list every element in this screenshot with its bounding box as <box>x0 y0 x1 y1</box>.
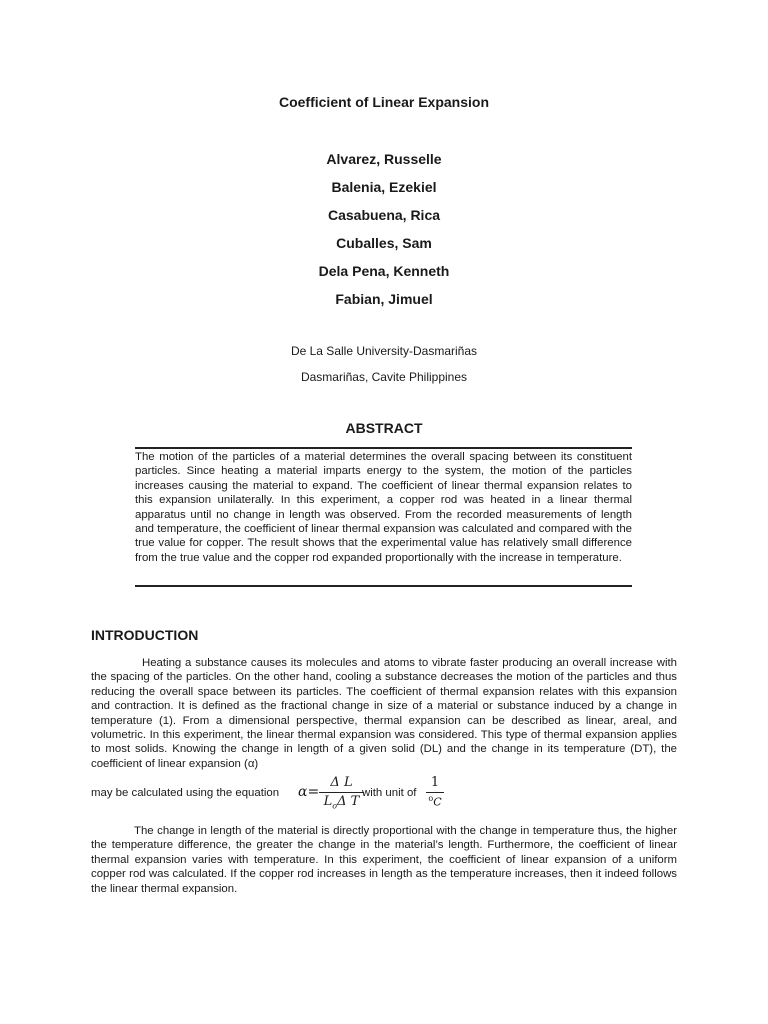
unit-fraction <box>426 775 444 809</box>
equation-lhs: α= <box>298 784 320 800</box>
denominator-subscript: o <box>332 801 338 811</box>
equation-denominator <box>319 794 364 811</box>
affiliation-location: Dasmariñas, Cavite Philippines <box>300 370 468 384</box>
author-name: Fabian, Jimuel <box>335 291 433 307</box>
degree-symbol: o <box>428 794 434 803</box>
author-list <box>0 150 768 318</box>
author-name: Cuballes, Sam <box>336 235 432 251</box>
author-name: Balenia, Ezekiel <box>331 179 437 195</box>
paper-title: Coefficient of Linear Expansion <box>278 94 490 110</box>
denominator-delta-t: Δ T <box>337 794 360 809</box>
introduction-paragraph-1: Heating a substance causes its molecules and atoms to vibrate faster producing an overall increase with the spacing of the particles. On the other hand, cooling a substance decreases the motion of the particles and thus reducing the overall space between its particles. The coefficient of thermal expansion relates with this expansion and contraction. It is defined as the fractional change in size of a material or substance induced by a change in temperature (1). From a dimensional perspective, thermal expansion can be described as linear, areal, and volumetric. In this experiment, the linear thermal expansion was considered. This type of thermal expansion applies to most solids. Knowing the change in length of a given solid (DL) and the change in its temperature (DT), the coefficient of linear expansion (α) <box>91 657 677 770</box>
unit-denominator <box>426 794 444 809</box>
equation-lead-text: may be calculated using the equation <box>91 787 280 799</box>
unit-numerator: 1 <box>430 775 440 790</box>
equation-fraction <box>319 775 364 811</box>
abstract-top-rule <box>135 447 632 449</box>
introduction-paragraph-2: The change in length of the material is directly proportional with the change in temperature thus, the higher the temperature difference, the greater the change in the material’s length. Furthermore, the coefficient of linear thermal expansion varies with temperature. In this experiment, the coefficient of linear expansion of a uniform copper rod was calculated. If the copper rod increases in length as the temperature increases, then it indeed follows the linear thermal expansion. <box>91 825 677 895</box>
affiliation-institution: De La Salle University-Dasmariñas <box>290 344 478 358</box>
celsius-letter: C <box>433 795 442 809</box>
abstract-heading: ABSTRACT <box>345 420 423 436</box>
equation-numerator: Δ L <box>330 775 353 790</box>
abstract-bottom-rule <box>135 585 632 587</box>
author-name: Dela Pena, Kenneth <box>318 263 450 279</box>
introduction-heading: INTRODUCTION <box>91 627 199 643</box>
author-name: Alvarez, Russelle <box>326 151 442 167</box>
author-name: Casabuena, Rica <box>327 207 441 223</box>
unit-lead-text: with unit of <box>362 787 417 799</box>
fraction-bar <box>319 792 364 793</box>
unit-fraction-bar <box>426 792 444 793</box>
denominator-length: L <box>323 794 333 809</box>
abstract-text: The motion of the particles of a material determines the overall spacing between its constituent particles. Since heating a material imparts energy to the system, the motion of the particles increases causing the material to expand. The coefficient of linear thermal expansion relates to this expansion unilaterally. In this experiment, a copper rod was heated in a linear thermal apparatus until no change in length was observed. From the recorded measurements of length and temperature, the coefficient of linear thermal expansion was calculated and compared with the true value for copper. The result shows that the experimental value has relatively small difference from the true value and the copper rod expanded proportionally with the increase in temperature. <box>135 451 632 564</box>
equation-line <box>91 776 677 812</box>
